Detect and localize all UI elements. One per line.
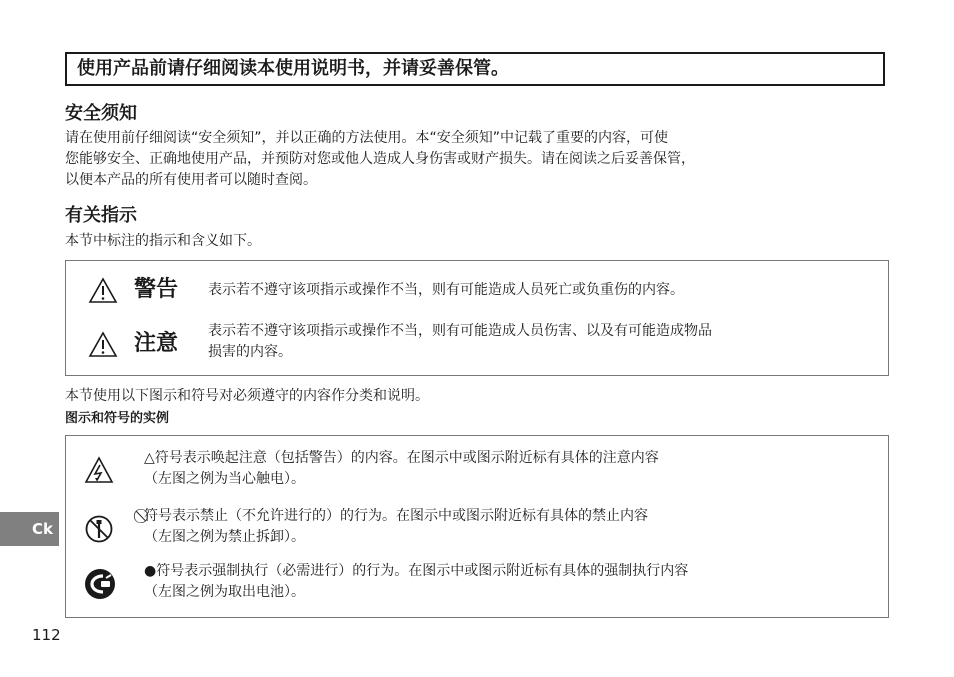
safety-line: 以便本产品的所有使用者可以随时查阅。 bbox=[65, 172, 317, 188]
safety-heading: 安全须知 bbox=[65, 103, 137, 124]
symbol-description bbox=[144, 506, 648, 548]
language-tab: Ck bbox=[0, 512, 59, 546]
symbol-line: ●符号表示强制执行（必需进行）的行为。在图示中或图示附近标有具体的强制执行内容 bbox=[144, 563, 689, 579]
indications-intro: 本节中标注的指示和含义如下。 bbox=[65, 233, 261, 249]
caution-row bbox=[66, 319, 888, 377]
caution-triangle-icon bbox=[88, 331, 118, 358]
symbol-line: ⃠符号表示禁止（不允许进行的）的行为。在图示中或图示附近标有具体的禁止内容 bbox=[144, 508, 648, 524]
symbols-box bbox=[65, 435, 889, 618]
warning-triangle-icon bbox=[88, 277, 118, 304]
symbol-row bbox=[66, 436, 888, 494]
warning-row bbox=[66, 261, 888, 319]
indications-box bbox=[65, 260, 889, 376]
caution-line: 损害的内容。 bbox=[208, 344, 292, 360]
symbol-line: （左图之例为取出电池）。 bbox=[144, 584, 305, 600]
symbol-row bbox=[66, 552, 888, 614]
symbol-line: （左图之例为禁止拆卸）。 bbox=[144, 529, 305, 545]
no-disassembly-icon bbox=[84, 514, 114, 544]
safety-line: 您能够安全、正确地使用产品，并预防对您或他人造成人身伤害或财产损失。请在阅读之后妥善保管， bbox=[65, 151, 695, 167]
electric-shock-warning-icon bbox=[84, 456, 114, 484]
indications-heading: 有关指示 bbox=[65, 205, 137, 226]
symbol-description bbox=[144, 448, 659, 490]
symbols-intro: 本节使用以下图示和符号对必须遵守的内容作分类和说明。 bbox=[65, 388, 429, 404]
symbol-description bbox=[144, 561, 688, 603]
remove-battery-icon bbox=[84, 568, 116, 600]
caution-line: 表示若不遵守该项指示或操作不当，则有可能造成人员伤害、以及有可能造成物品 bbox=[208, 323, 712, 339]
warning-description: 表示若不遵守该项指示或操作不当，则有可能造成人员死亡或负重伤的内容。 bbox=[208, 282, 684, 298]
safety-line: 请在使用前仔细阅读“安全须知”，并以正确的方法使用。本“安全须知”中记载了重要的内容，可使 bbox=[65, 130, 669, 146]
symbol-row bbox=[66, 494, 888, 552]
symbol-line: △符号表示唤起注意（包括警告）的内容。在图示中或图示附近标有具体的注意内容 bbox=[144, 450, 659, 466]
symbol-line: （左图之例为当心触电）。 bbox=[144, 471, 305, 487]
safety-paragraph bbox=[65, 128, 890, 191]
warning-label: 警告 bbox=[134, 277, 179, 302]
caution-label: 注意 bbox=[134, 331, 179, 356]
caution-description bbox=[208, 321, 712, 363]
notice-banner: 使用产品前请仔细阅读本使用说明书，并请妥善保管。 bbox=[65, 52, 885, 86]
symbols-heading: 图示和符号的实例 bbox=[65, 411, 170, 426]
page-number: 112 bbox=[32, 626, 61, 644]
